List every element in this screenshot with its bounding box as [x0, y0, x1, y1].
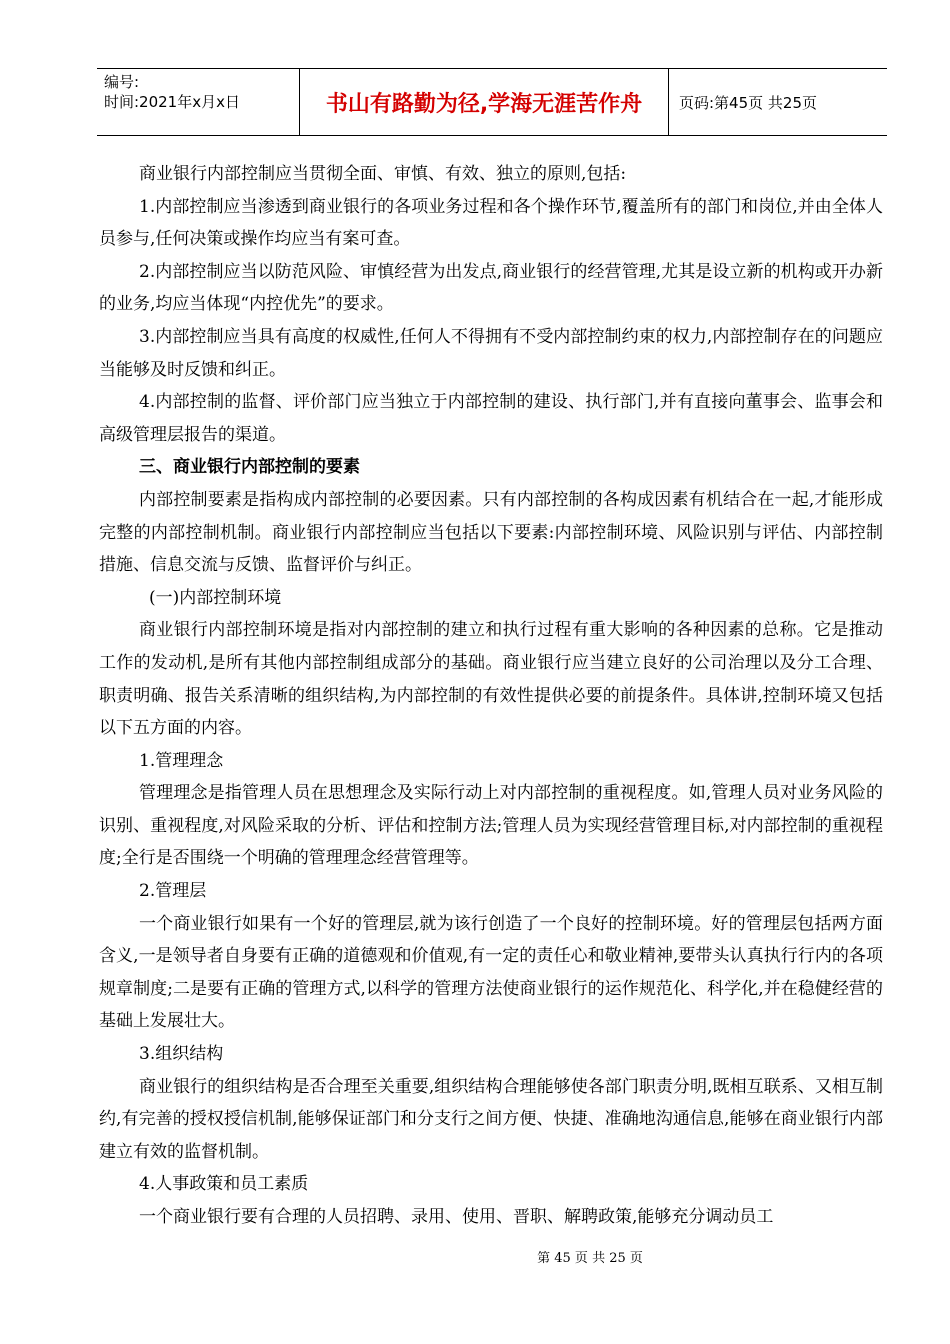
paragraph: 4.人事政策和员工素质	[139, 1174, 309, 1195]
document-body	[99, 158, 883, 1234]
number-label: 编号:	[104, 73, 140, 91]
paragraph: 管理理念是指管理人员在思想理念及实际行动上对内部控制的重视程度。如,管理人员对业务风险的识别、重视程度,对风险采取的分析、评估和控制方法;管理人员为实现经营管理目标,对内部控制的重视程度;全行是否围绕一个明确的管理理念经营管理等。	[99, 783, 883, 869]
header-motto: 书山有路勤为径,学海无涯苦作舟	[299, 69, 669, 135]
header-meta	[97, 69, 299, 135]
paragraph: (一)内部控制环境	[149, 587, 282, 608]
paragraph: 商业银行的组织结构是否合理至关重要,组织结构合理能够使各部门职责分明,既相互联系、又相互制约,有完善的授权授信机制,能够保证部门和分支行之间方便、快捷、准确地沟通信息,能够在商业银行内部建立有效的监督机制。	[99, 1076, 883, 1162]
paragraph: 2.管理层	[139, 881, 207, 902]
section-heading: 三、商业银行内部控制的要素	[139, 457, 360, 478]
paragraph: 内部控制要素是指构成内部控制的必要因素。只有内部控制的各构成因素有机结合在一起,才能形成完整的内部控制机制。商业银行内部控制应当包括以下要素:内部控制环境、风险识别与评估、内部控制措施、信息交流与反馈、监督评价与纠正。	[99, 489, 883, 576]
paragraph: 1.管理理念	[139, 750, 224, 771]
page-header	[97, 68, 887, 136]
paragraph: 商业银行内部控制环境是指对内部控制的建立和执行过程有重大影响的各种因素的总称。它是推动工作的发动机,是所有其他内部控制组成部分的基础。商业银行应当建立良好的公司治理以及分工合理、职责明确、报告关系清晰的组织结构,为内部控制的有效性提供必要的前提条件。具体讲,控制环境又包括以下五方面的内容。	[99, 620, 883, 739]
paragraph: 2.内部控制应当以防范风险、审慎经营为出发点,商业银行的经营管理,尤其是设立新的机构或开办新的业务,均应当体现“内控优先”的要求。	[99, 261, 883, 315]
paragraph: 4.内部控制的监督、评价部门应当独立于内部控制的建设、执行部门,并有直接向董事会、监事会和高级管理层报告的渠道。	[99, 392, 883, 445]
header-page-info: 页码:第45页 共25页	[679, 93, 817, 112]
paragraph: 3.内部控制应当具有高度的权威性,任何人不得拥有不受内部控制约束的权力,内部控制存在的问题应当能够及时反馈和纠正。	[99, 326, 883, 380]
paragraph: 商业银行内部控制应当贯彻全面、审慎、有效、独立的原则,包括:	[139, 164, 627, 184]
page-footer: 第 45 页 共 25 页	[537, 1251, 643, 1266]
paragraph: 3.组织结构	[139, 1044, 224, 1065]
paragraph: 一个商业银行如果有一个好的管理层,就为该行创造了一个良好的控制环境。好的管理层包括两方面含义,一是领导者自身要有正确的道德观和价值观,有一定的责任心和敬业精神,要带头认真执行行内的各项规章制度;二是要有正确的管理方式,以科学的管理方法使商业银行的运作规范化、科学化,并在稳健经营的基础上发展壮大。	[99, 913, 883, 1032]
paragraph: 一个商业银行要有合理的人员招聘、录用、使用、晋职、解聘政策,能够充分调动员工	[139, 1207, 774, 1227]
paragraph: 1.内部控制应当渗透到商业银行的各项业务过程和各个操作环节,覆盖所有的部门和岗位,并由全体人员参与,任何决策或操作均应当有案可查。	[99, 196, 883, 250]
time-label: 时间:2021年x月x日	[104, 93, 240, 111]
